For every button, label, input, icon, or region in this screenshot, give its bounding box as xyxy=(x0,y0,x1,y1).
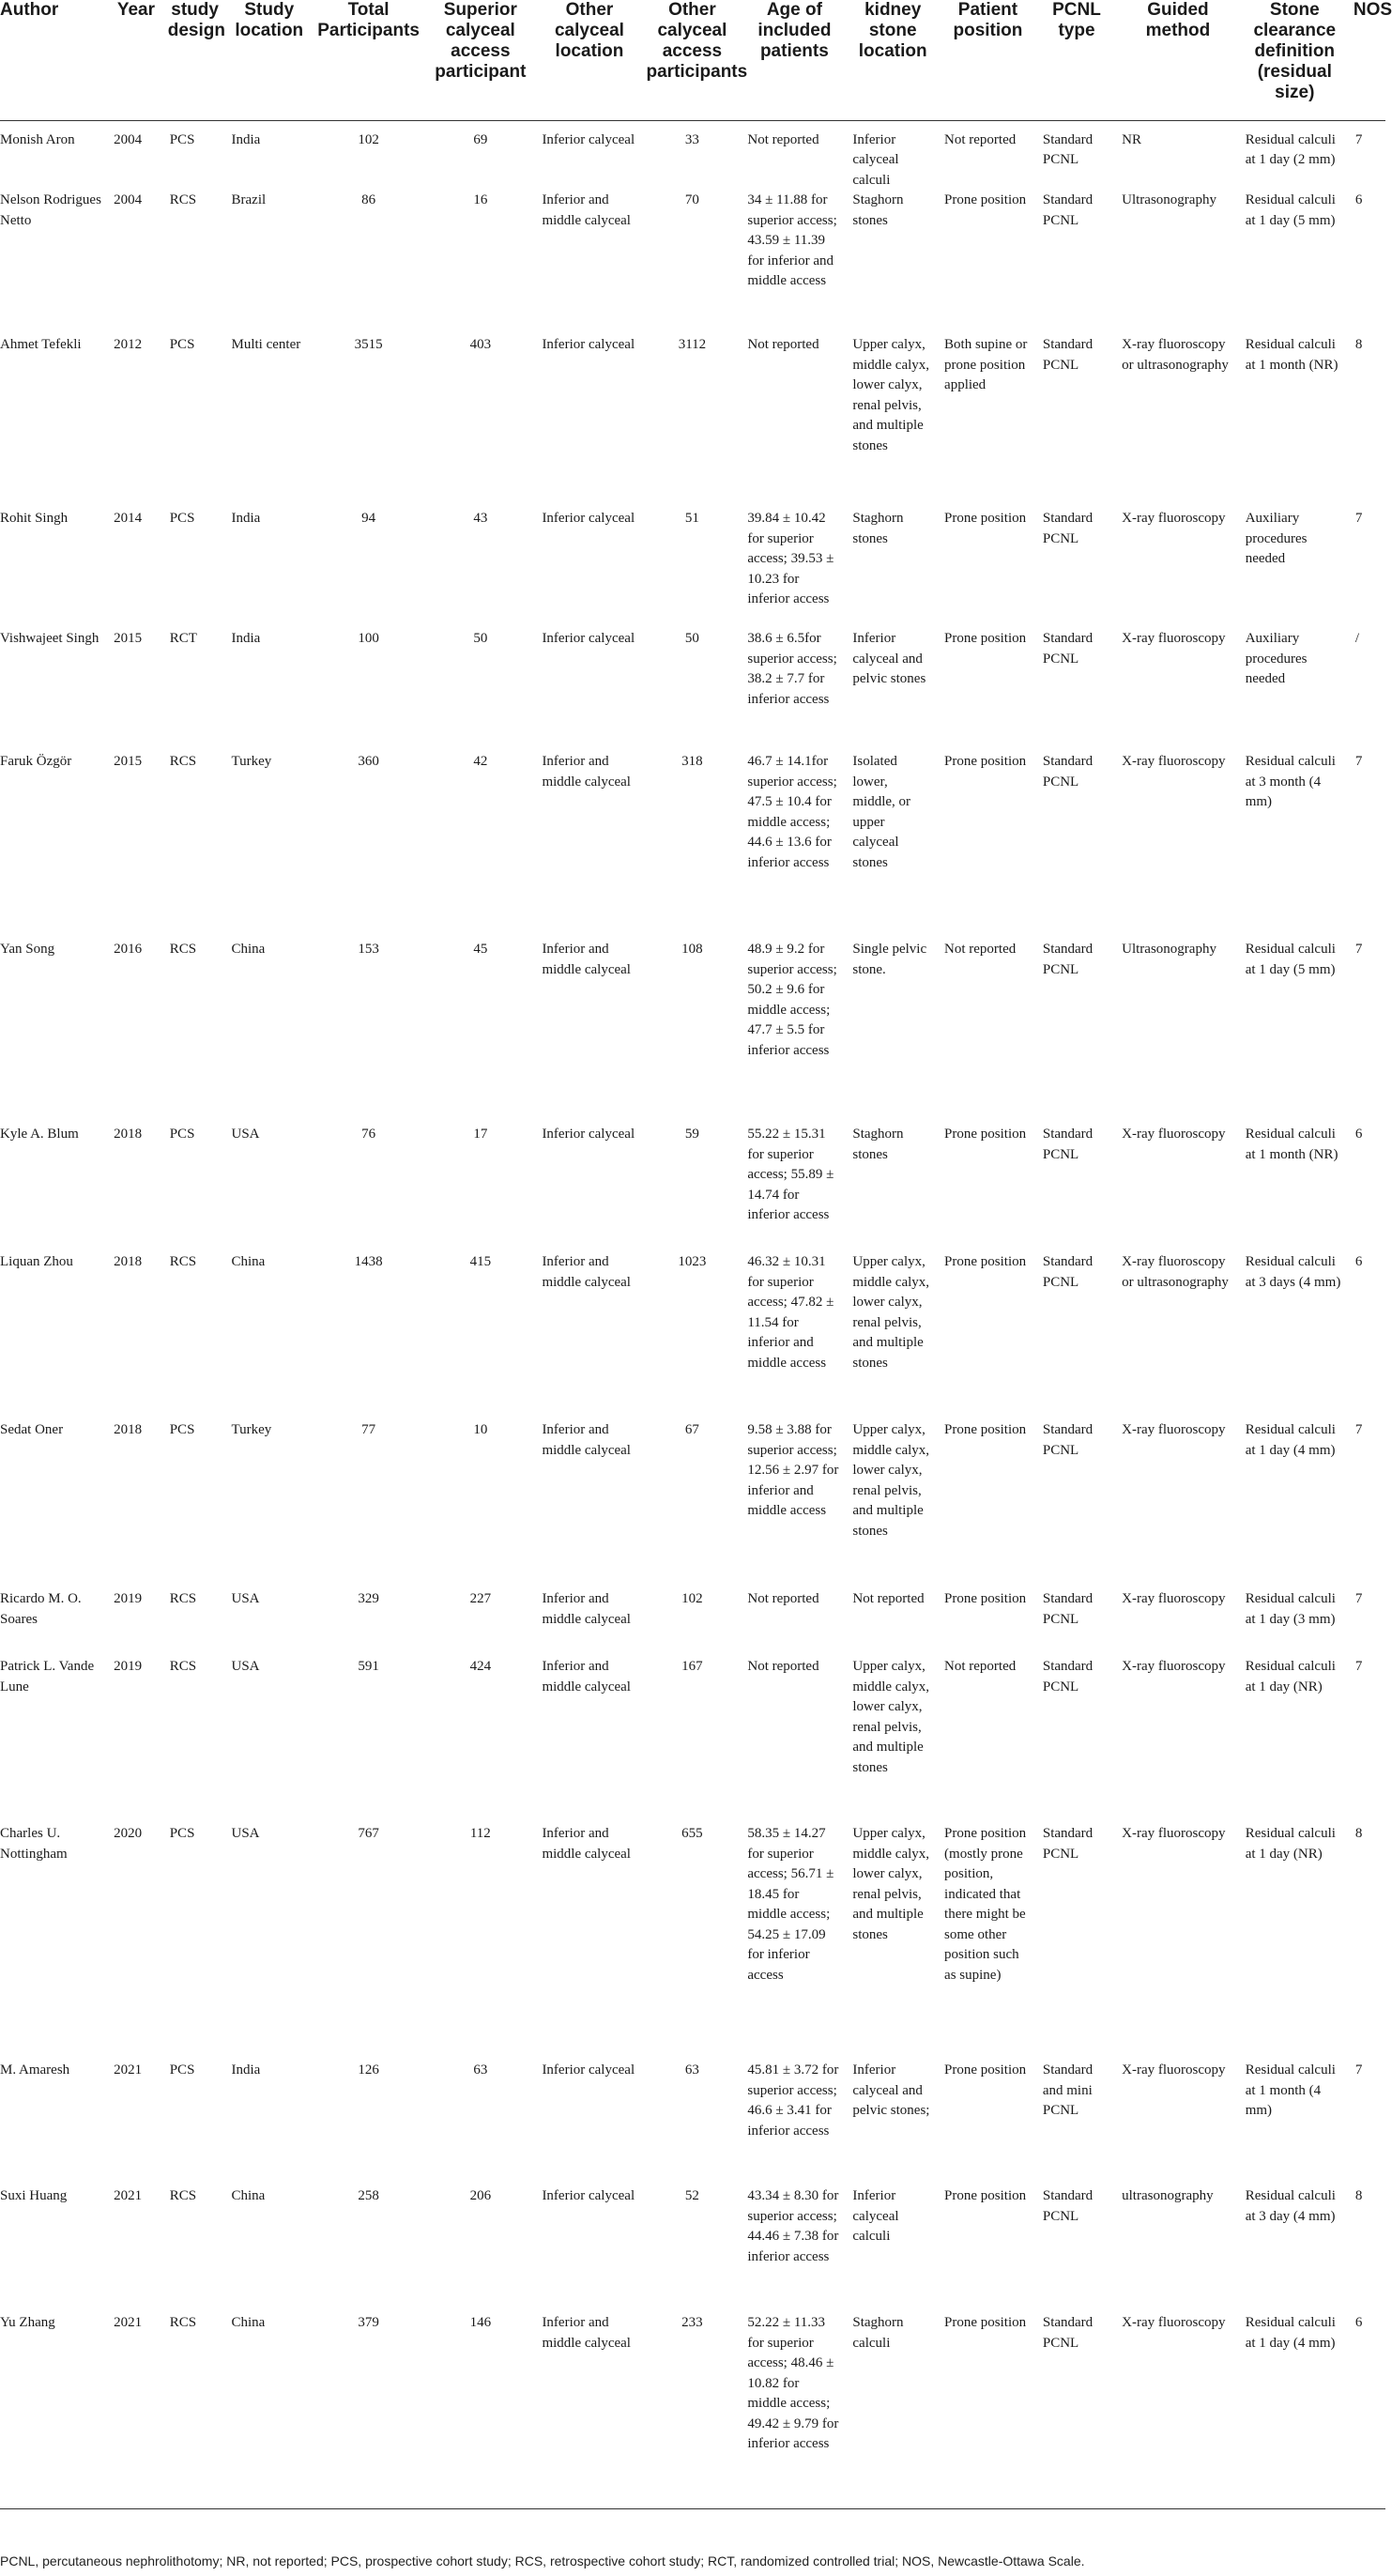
cell-stone-loc: Staghorn stones xyxy=(852,1127,904,1162)
cell-author: Charles U. Nottingham xyxy=(0,1826,68,1862)
cell-position: Both supine or prone position applied xyxy=(944,337,1028,392)
table-row xyxy=(0,509,1385,629)
table-row xyxy=(0,1657,1385,1824)
cell-other-loc: Inferior calyceal xyxy=(542,511,635,526)
cell-stone-loc: Staghorn stones xyxy=(852,192,904,228)
cell-design: RCS xyxy=(169,1659,197,1674)
column-header-guided: Guided method xyxy=(1116,0,1240,120)
cell-stone-loc: Upper calyx, middle calyx, lower calyx, renal pelvis, and multiple stones xyxy=(852,1422,930,1539)
cell-pcnl: Standard PCNL xyxy=(1042,1422,1094,1458)
column-header-author: Author xyxy=(0,0,108,120)
table-row xyxy=(0,1420,1385,1589)
cell-location: USA xyxy=(231,1826,260,1841)
table-row xyxy=(0,120,1385,191)
cell-nos: 8 xyxy=(1354,337,1363,352)
cell-other-loc: Inferior calyceal xyxy=(542,337,635,352)
cell-position: Prone position xyxy=(944,192,1027,207)
cell-guided: X-ray fluoroscopy xyxy=(1122,631,1226,646)
cell-superior: 45 xyxy=(473,942,488,957)
column-header-total: Total Participants xyxy=(313,0,424,120)
cell-guided: X-ray fluoroscopy or ultrasonography xyxy=(1122,337,1229,373)
cell-nos: 6 xyxy=(1354,192,1363,207)
cell-guided: X-ray fluoroscopy xyxy=(1122,754,1226,769)
cell-other-n: 1023 xyxy=(678,1254,707,1269)
cell-stone-loc: Inferior calyceal and pelvic stones xyxy=(852,631,926,686)
cell-other-n: 102 xyxy=(681,1591,703,1606)
cell-total: 258 xyxy=(358,2188,379,2203)
cell-other-loc: Inferior calyceal xyxy=(542,131,635,147)
cell-clearance: Residual calculi at 1 month (NR) xyxy=(1245,337,1338,373)
cell-total: 379 xyxy=(313,2313,424,2508)
cell-design: PCS xyxy=(169,2062,195,2078)
cell-location: Multi center xyxy=(231,337,301,352)
cell-other-loc: Inferior and middle calyceal xyxy=(536,2313,642,2508)
cell-clearance: Auxiliary procedures needed xyxy=(1245,511,1308,566)
cell-pcnl: Standard and mini PCNL xyxy=(1042,2062,1094,2118)
cell-other-n: 59 xyxy=(684,1127,699,1142)
cell-stone-loc: Single pelvic stone. xyxy=(852,942,927,977)
cell-location: India xyxy=(231,2062,261,2078)
cell-author: Yan Song xyxy=(0,942,55,957)
cell-guided: X-ray fluoroscopy xyxy=(1122,1826,1226,1841)
cell-other-loc: Inferior and middle calyceal xyxy=(542,754,631,790)
cell-guided: X-ray fluoroscopy xyxy=(1116,2313,1240,2508)
table-row xyxy=(0,191,1385,335)
column-header-other-loc: Other calyceal location xyxy=(536,0,642,120)
cell-stone-loc: Inferior calyceal and pelvic stones; xyxy=(852,2062,930,2118)
cell-year: 2015 xyxy=(114,631,143,646)
cell-nos: 6 xyxy=(1354,1127,1363,1142)
cell-age: 46.7 ± 14.1for superior access; 47.5 ± 10.4 for middle access; 44.6 ± 13.6 for inferior access xyxy=(747,754,837,870)
cell-nos: 7 xyxy=(1354,942,1363,957)
cell-pcnl: Standard PCNL xyxy=(1042,131,1094,167)
cell-other-loc: Inferior calyceal xyxy=(542,2062,635,2078)
cell-position: Prone position (mostly prone position, indicated that there might be some other position such as supine) xyxy=(944,1826,1027,1983)
cell-position: Prone position xyxy=(944,631,1027,646)
cell-year: 2014 xyxy=(114,511,143,526)
cell-clearance: Residual calculi at 1 day (NR) xyxy=(1245,1659,1336,1694)
cell-clearance: Residual calculi at 1 day (NR) xyxy=(1245,1826,1336,1862)
cell-year: 2004 xyxy=(114,131,143,147)
cell-total: 329 xyxy=(358,1591,379,1606)
cell-pcnl: Standard PCNL xyxy=(1042,1659,1094,1694)
cell-stone-loc: Upper calyx, middle calyx, lower calyx, renal pelvis, and multiple stones xyxy=(852,337,930,453)
cell-author: Sedat Oner xyxy=(0,1422,64,1437)
cell-location: China xyxy=(226,2313,314,2508)
cell-superior: 10 xyxy=(473,1422,488,1437)
column-header-year: Year xyxy=(108,0,164,120)
column-header-pcnl: PCNL type xyxy=(1037,0,1116,120)
cell-total: 153 xyxy=(358,942,379,957)
table-row xyxy=(0,2186,1385,2313)
cell-nos: 6 xyxy=(1354,1254,1363,1269)
cell-other-loc: Inferior and middle calyceal xyxy=(542,1826,631,1862)
cell-guided: X-ray fluoroscopy xyxy=(1122,511,1226,526)
cell-position: Not reported xyxy=(944,942,1017,957)
cell-location: India xyxy=(231,631,261,646)
cell-pcnl: Standard PCNL xyxy=(1042,1591,1094,1627)
cell-year: 2016 xyxy=(114,942,143,957)
cell-author: Ricardo M. O. Soares xyxy=(0,1591,82,1627)
cell-position: Prone position xyxy=(944,2188,1027,2203)
cell-stone-loc: Inferior calyceal calculi xyxy=(852,131,899,188)
cell-total: 86 xyxy=(361,192,376,207)
table-row xyxy=(0,629,1385,752)
cell-position: Prone position xyxy=(944,1591,1027,1606)
cell-position: Prone position xyxy=(944,511,1027,526)
cell-superior: 415 xyxy=(469,1254,492,1269)
cell-location: Turkey xyxy=(231,754,272,769)
cell-guided: X-ray fluoroscopy xyxy=(1122,2062,1226,2078)
table-header-row xyxy=(0,0,1385,120)
cell-other-n: 51 xyxy=(684,511,699,526)
cell-stone-loc: Upper calyx, middle calyx, lower calyx, renal pelvis, and multiple stones xyxy=(852,1254,930,1371)
cell-clearance: Residual calculi at 1 day (5 mm) xyxy=(1245,942,1336,977)
cell-position: Prone position xyxy=(944,754,1027,769)
cell-location: China xyxy=(231,2188,266,2203)
column-header-other-n: Other calyceal access participants xyxy=(643,0,742,120)
cell-author: Nelson Rodrigues Netto xyxy=(0,192,101,228)
cell-age: Not reported xyxy=(747,1591,819,1606)
cell-total: 591 xyxy=(358,1659,379,1674)
cell-superior: 69 xyxy=(473,131,488,147)
table-row xyxy=(0,1125,1385,1252)
column-header-design: study design xyxy=(164,0,226,120)
cell-nos: 7 xyxy=(1354,1591,1363,1606)
cell-other-loc: Inferior and middle calyceal xyxy=(542,1422,631,1458)
cell-year: 2018 xyxy=(114,1127,143,1142)
cell-location: USA xyxy=(231,1127,260,1142)
cell-superior: 63 xyxy=(473,2062,488,2078)
cell-superior: 424 xyxy=(469,1659,492,1674)
column-header-stone-loc: kidney stone location xyxy=(847,0,939,120)
cell-superior: 227 xyxy=(469,1591,492,1606)
cell-design: RCS xyxy=(169,1591,197,1606)
cell-other-n: 167 xyxy=(681,1659,703,1674)
cell-clearance: Residual calculi at 1 month (4 mm) xyxy=(1245,2062,1336,2118)
cell-stone-loc: Upper calyx, middle calyx, lower calyx, renal pelvis, and multiple stones xyxy=(852,1659,930,1775)
cell-other-n: 50 xyxy=(684,631,699,646)
table-row xyxy=(0,1252,1385,1420)
cell-year: 2018 xyxy=(114,1254,143,1269)
cell-clearance: Residual calculi at 1 day (4 mm) xyxy=(1240,2313,1350,2508)
cell-position: Not reported xyxy=(944,131,1017,147)
cell-clearance: Residual calculi at 1 day (2 mm) xyxy=(1245,131,1336,167)
cell-author: Rohit Singh xyxy=(0,511,69,526)
cell-stone-loc: Staghorn calculi xyxy=(847,2313,939,2508)
cell-nos: 6 xyxy=(1350,2313,1385,2508)
cell-nos: 7 xyxy=(1354,1659,1363,1674)
cell-other-n: 655 xyxy=(681,1826,703,1841)
cell-design: PCS xyxy=(169,1826,195,1841)
cell-guided: X-ray fluoroscopy xyxy=(1122,1659,1226,1674)
cell-year: 2019 xyxy=(114,1659,143,1674)
cell-clearance: Residual calculi at 1 month (NR) xyxy=(1245,1127,1338,1162)
cell-author: Vishwajeet Singh xyxy=(0,631,99,646)
cell-pcnl: Standard PCNL xyxy=(1042,1826,1094,1862)
cell-year: 2021 xyxy=(114,2062,143,2078)
cell-author: Yu Zhang xyxy=(0,2313,108,2508)
cell-age: 9.58 ± 3.88 for superior access; 12.56 ± 2.97 for inferior and middle access xyxy=(747,1422,839,1518)
cell-total: 77 xyxy=(361,1422,376,1437)
cell-other-n: 233 xyxy=(643,2313,742,2508)
column-header-position: Patient position xyxy=(939,0,1037,120)
cell-clearance: Residual calculi at 3 month (4 mm) xyxy=(1245,754,1336,809)
cell-clearance: Residual calculi at 1 day (4 mm) xyxy=(1245,1422,1336,1458)
cell-year: 2021 xyxy=(114,2188,143,2203)
cell-total: 76 xyxy=(361,1127,376,1142)
cell-other-loc: Inferior calyceal xyxy=(542,1127,635,1142)
cell-age: 34 ± 11.88 for superior access; 43.59 ± 11.39 for inferior and middle access xyxy=(747,192,837,288)
cell-total: 126 xyxy=(358,2062,379,2078)
cell-design: RCS xyxy=(164,2313,226,2508)
cell-age: Not reported xyxy=(747,1659,819,1674)
cell-superior: 42 xyxy=(473,754,488,769)
cell-total: 3515 xyxy=(354,337,383,352)
cell-author: Monish Aron xyxy=(0,131,75,147)
cell-superior: 16 xyxy=(473,192,488,207)
table-row xyxy=(0,940,1385,1125)
cell-guided: X-ray fluoroscopy xyxy=(1122,1422,1226,1437)
column-header-age: Age of included patients xyxy=(742,0,847,120)
cell-other-loc: Inferior and middle calyceal xyxy=(542,1659,631,1694)
cell-clearance: Auxiliary procedures needed xyxy=(1245,631,1308,686)
cell-pcnl: Standard PCNL xyxy=(1042,1254,1094,1290)
cell-pcnl: Standard PCNL xyxy=(1042,631,1094,667)
cell-guided: X-ray fluoroscopy xyxy=(1122,1127,1226,1142)
cell-age: 52.22 ± 11.33 for superior access; 48.46 ± 10.82 for middle access; 49.42 ± 9.79 for inferior access xyxy=(742,2313,847,2508)
cell-design: PCS xyxy=(169,1422,195,1437)
cell-year: 2021 xyxy=(108,2313,164,2508)
cell-location: USA xyxy=(231,1659,260,1674)
cell-pcnl: Standard PCNL xyxy=(1042,192,1094,228)
column-header-location: Study location xyxy=(226,0,314,120)
cell-total: 360 xyxy=(358,754,379,769)
cell-nos: 8 xyxy=(1354,2188,1363,2203)
cell-total: 100 xyxy=(358,631,379,646)
cell-nos: 8 xyxy=(1354,1826,1363,1841)
cell-guided: X-ray fluoroscopy or ultrasonography xyxy=(1122,1254,1229,1290)
table-row xyxy=(0,2313,1385,2508)
cell-design: RCT xyxy=(169,631,197,646)
table-footnote: PCNL, percutaneous nephrolithotomy; NR, not reported; PCS, prospective cohort study; RCS, retrospective cohort study; RCT, randomized controlled trial; NOS, Newcastle-Ottawa Scale. xyxy=(0,2553,1085,2568)
cell-age: 55.22 ± 15.31 for superior access; 55.89 ± 14.74 for inferior access xyxy=(747,1127,834,1222)
cell-age: 46.32 ± 10.31 for superior access; 47.82 ± 11.54 for inferior and middle access xyxy=(747,1254,834,1371)
cell-clearance: Residual calculi at 3 day (4 mm) xyxy=(1245,2188,1336,2224)
cell-author: Patrick L. Vande Lune xyxy=(0,1659,95,1694)
cell-design: RCS xyxy=(169,942,197,957)
cell-total: 767 xyxy=(358,1826,379,1841)
cell-pcnl: Standard PCNL xyxy=(1042,942,1094,977)
cell-guided: Ultrasonography xyxy=(1122,942,1216,957)
cell-age: Not reported xyxy=(747,131,819,147)
cell-other-n: 67 xyxy=(684,1422,699,1437)
cell-year: 2019 xyxy=(114,1591,143,1606)
cell-location: India xyxy=(231,511,261,526)
column-header-nos: NOS xyxy=(1350,0,1385,120)
cell-guided: ultrasonography xyxy=(1122,2188,1214,2203)
cell-superior: 17 xyxy=(473,1127,488,1142)
cell-other-loc: Inferior and middle calyceal xyxy=(542,1591,631,1627)
cell-pcnl: Standard PCNL xyxy=(1042,2188,1094,2224)
cell-age: 38.6 ± 6.5for superior access; 38.2 ± 7.7 for inferior access xyxy=(747,631,837,707)
cell-stone-loc: Inferior calyceal calculi xyxy=(852,2188,899,2244)
cell-author: Suxi Huang xyxy=(0,2188,68,2203)
cell-location: Brazil xyxy=(231,192,267,207)
cell-guided: NR xyxy=(1122,131,1141,147)
cell-other-n: 63 xyxy=(684,2062,699,2078)
column-header-clearance: Stone clearance definition (residual size) xyxy=(1240,0,1350,120)
cell-other-loc: Inferior and middle calyceal xyxy=(542,942,631,977)
cell-position: Prone position xyxy=(944,1422,1027,1437)
cell-age: 58.35 ± 14.27 for superior access; 56.71 ± 18.45 for middle access; 54.25 ± 17.09 for inferior access xyxy=(747,1826,834,1983)
cell-pcnl: Standard PCNL xyxy=(1042,337,1094,373)
table-row xyxy=(0,2061,1385,2186)
cell-clearance: Residual calculi at 1 day (5 mm) xyxy=(1245,192,1336,228)
cell-position: Prone position xyxy=(939,2313,1037,2508)
cell-superior: 112 xyxy=(469,1826,491,1841)
cell-superior: 206 xyxy=(469,2188,492,2203)
cell-author: M. Amaresh xyxy=(0,2062,70,2078)
cell-guided: X-ray fluoroscopy xyxy=(1122,1591,1226,1606)
cell-stone-loc: Staghorn stones xyxy=(852,511,904,546)
cell-nos: 7 xyxy=(1354,511,1363,526)
cell-author: Liquan Zhou xyxy=(0,1254,73,1269)
cell-position: Not reported xyxy=(944,1659,1017,1674)
cell-design: PCS xyxy=(169,131,195,147)
cell-design: RCS xyxy=(169,192,197,207)
cell-age: 43.34 ± 8.30 for superior access; 44.46 ± 7.38 for inferior access xyxy=(747,2188,839,2264)
cell-year: 2020 xyxy=(114,1826,143,1841)
table-row xyxy=(0,1589,1385,1657)
cell-other-n: 52 xyxy=(684,2188,699,2203)
cell-design: RCS xyxy=(169,754,197,769)
cell-clearance: Residual calculi at 3 days (4 mm) xyxy=(1245,1254,1341,1290)
cell-position: Prone position xyxy=(944,1254,1027,1269)
table-row xyxy=(0,752,1385,940)
cell-location: China xyxy=(231,942,266,957)
cell-other-n: 33 xyxy=(684,131,699,147)
cell-author: Kyle A. Blum xyxy=(0,1127,79,1142)
cell-superior: 50 xyxy=(473,631,488,646)
cell-other-loc: Inferior calyceal xyxy=(542,631,635,646)
cell-nos: / xyxy=(1354,631,1360,646)
cell-design: RCS xyxy=(169,2188,197,2203)
cell-age: Not reported xyxy=(747,337,819,352)
cell-other-loc: Inferior and middle calyceal xyxy=(542,192,631,228)
cell-pcnl: Standard PCNL xyxy=(1037,2313,1116,2508)
cell-other-n: 108 xyxy=(681,942,703,957)
cell-author: Faruk Özgör xyxy=(0,754,72,769)
cell-guided: Ultrasonography xyxy=(1122,192,1216,207)
cell-other-loc: Inferior and middle calyceal xyxy=(542,1254,631,1290)
cell-nos: 7 xyxy=(1354,2062,1363,2078)
cell-stone-loc: Not reported xyxy=(852,1591,925,1606)
cell-superior: 146 xyxy=(424,2313,536,2508)
cell-other-n: 70 xyxy=(684,192,699,207)
cell-pcnl: Standard PCNL xyxy=(1042,511,1094,546)
cell-design: PCS xyxy=(169,337,195,352)
cell-design: RCS xyxy=(169,1254,197,1269)
cell-stone-loc: Upper calyx, middle calyx, lower calyx, renal pelvis, and multiple stones xyxy=(852,1826,930,1942)
cell-design: PCS xyxy=(169,1127,195,1142)
column-header-superior: Superior calyceal access participant xyxy=(424,0,536,120)
cell-stone-loc: Isolated lower, middle, or upper calyceal stones xyxy=(852,754,911,870)
cell-age: 45.81 ± 3.72 for superior access; 46.6 ± 3.41 for inferior access xyxy=(747,2062,839,2139)
cell-location: India xyxy=(231,131,261,147)
cell-total: 1438 xyxy=(354,1254,383,1269)
cell-position: Prone position xyxy=(944,1127,1027,1142)
cell-year: 2015 xyxy=(114,754,143,769)
cell-location: Turkey xyxy=(231,1422,272,1437)
cell-total: 94 xyxy=(361,511,376,526)
cell-age: 39.84 ± 10.42 for superior access; 39.53 ± 10.23 for inferior access xyxy=(747,511,834,606)
cell-other-loc: Inferior calyceal xyxy=(542,2188,635,2203)
cell-other-n: 318 xyxy=(681,754,703,769)
cell-superior: 43 xyxy=(473,511,488,526)
cell-total: 102 xyxy=(358,131,379,147)
cell-clearance: Residual calculi at 1 day (3 mm) xyxy=(1245,1591,1336,1627)
cell-pcnl: Standard PCNL xyxy=(1042,1127,1094,1162)
cell-location: USA xyxy=(231,1591,260,1606)
cell-pcnl: Standard PCNL xyxy=(1042,754,1094,790)
cell-nos: 7 xyxy=(1354,131,1363,147)
cell-year: 2012 xyxy=(114,337,143,352)
cell-superior: 403 xyxy=(469,337,492,352)
cell-nos: 7 xyxy=(1354,754,1363,769)
table-row xyxy=(0,335,1385,509)
cell-design: PCS xyxy=(169,511,195,526)
table-row xyxy=(0,1824,1385,2061)
cell-nos: 7 xyxy=(1354,1422,1363,1437)
cell-author: Ahmet Tefekli xyxy=(0,337,82,352)
cell-location: China xyxy=(231,1254,266,1269)
cell-year: 2004 xyxy=(114,192,143,207)
cell-other-n: 3112 xyxy=(678,337,707,352)
cell-age: 48.9 ± 9.2 for superior access; 50.2 ± 9.6 for middle access; 47.7 ± 5.5 for inferior access xyxy=(747,942,837,1058)
cell-position: Prone position xyxy=(944,2062,1027,2078)
cell-year: 2018 xyxy=(114,1422,143,1437)
